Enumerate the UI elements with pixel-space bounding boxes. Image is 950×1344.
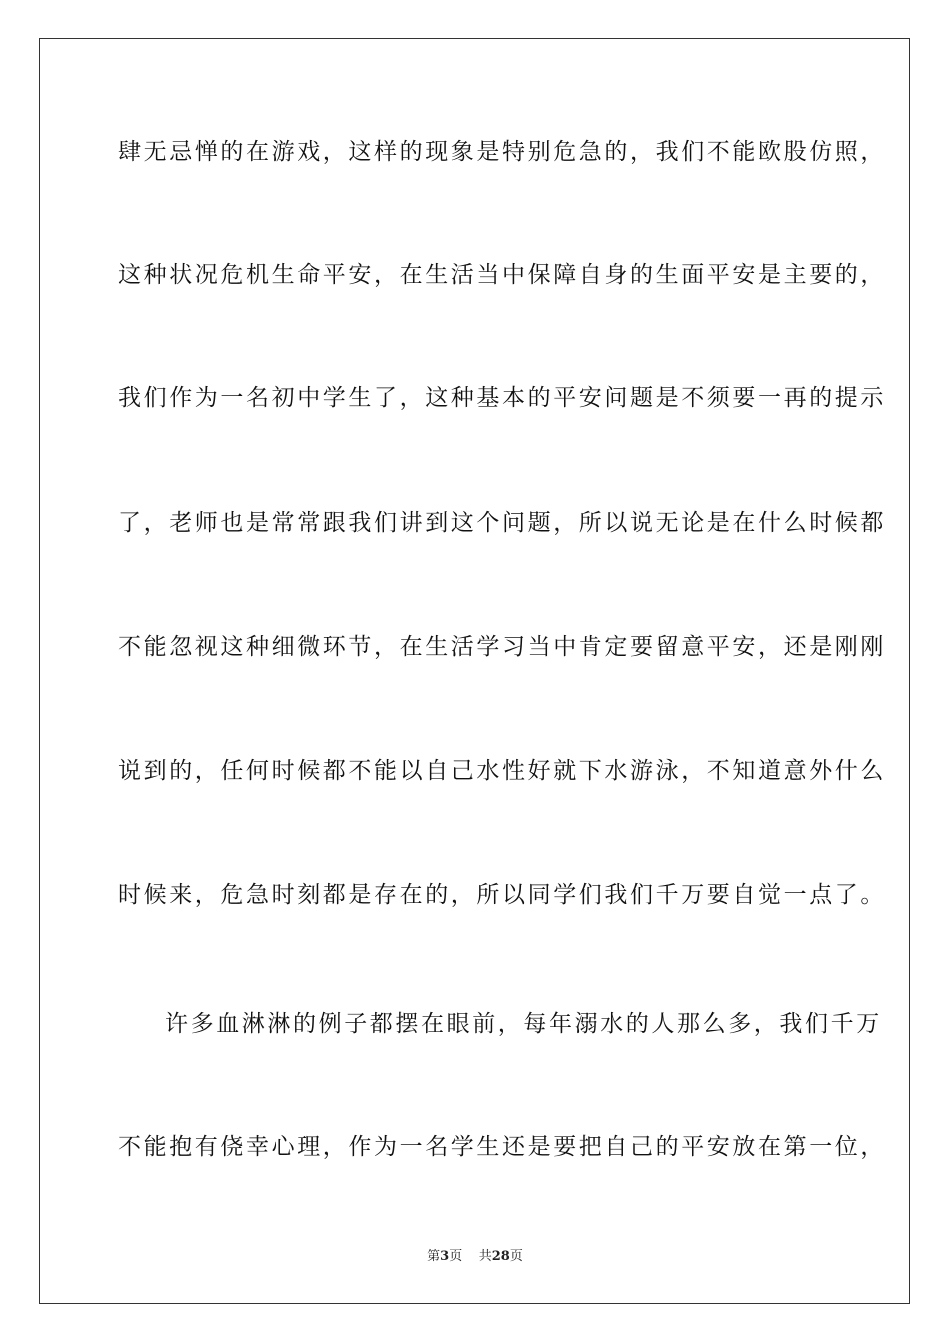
paragraph-line-7: 时候来，危急时刻都是存在的，所以同学们我们千万要自觉一点了。 bbox=[118, 882, 886, 908]
page-suffix: 页 bbox=[449, 1249, 463, 1264]
paragraph-line-8: 许多血淋淋的例子都摆在眼前，每年溺水的人那么多，我们千万 bbox=[165, 1011, 882, 1037]
total-prefix: 共 bbox=[478, 1249, 492, 1264]
total-suffix: 页 bbox=[509, 1249, 523, 1264]
page-footer bbox=[0, 1245, 950, 1264]
paragraph-line-4: 了，老师也是常常跟我们讲到这个问题，所以说无论是在什么时候都 bbox=[118, 510, 886, 536]
page-border bbox=[39, 38, 910, 1304]
page-prefix: 第 bbox=[427, 1249, 441, 1264]
paragraph-line-2: 这种状况危机生命平安，在生活当中保障自身的生面平安是主要的， bbox=[118, 262, 886, 288]
paragraph-line-3: 我们作为一名初中学生了，这种基本的平安问题是不须要一再的提示 bbox=[118, 385, 886, 411]
page-number: 3 bbox=[440, 1249, 450, 1264]
paragraph-line-5: 不能忽视这种细微环节，在生活学习当中肯定要留意平安，还是刚刚 bbox=[118, 634, 886, 660]
paragraph-line-6: 说到的，任何时候都不能以自己水性好就下水游泳，不知道意外什么 bbox=[118, 758, 886, 784]
paragraph-line-1: 肆无忌惮的在游戏，这样的现象是特别危急的，我们不能欧股仿照， bbox=[118, 139, 886, 165]
paragraph-line-9: 不能抱有侥幸心理，作为一名学生还是要把自己的平安放在第一位， bbox=[118, 1134, 886, 1160]
total-pages: 28 bbox=[491, 1249, 510, 1264]
